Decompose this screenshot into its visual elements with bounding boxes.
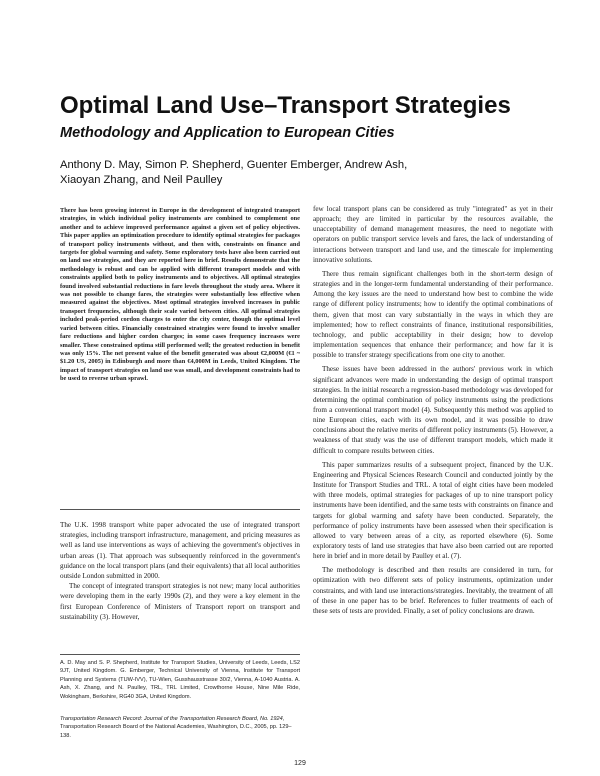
right-column-body: [313, 204, 553, 616]
journal-citation: [60, 715, 300, 740]
body-paragraph: The concept of integrated transport strategies is not new; many local authorities were developing them in the early 1990s (2), and they were a key element in the first European Conference of Ministers of Transport report on transport and sustainability (3). However,: [60, 582, 300, 621]
author-line-1: Anthony D. May, Simon P. Shepherd, Guenter Emberger, Andrew Ash,: [60, 159, 408, 171]
page-number: 129: [294, 760, 306, 767]
author-list: [60, 158, 560, 187]
author-affiliations: A. D. May and S. P. Shepherd, Institute for Transport Studies, University of Leeds, Leeds, LS2 9JT, United Kingdom. G. Emberger, Technical University of Vienna, Institute for Transport Planning and Systems (TUW-IVV), TU-Wien, Gusshausstrasse 30/2, Vienna, A-1040 Austria. A. Ash, X. Zhang, and N. Paulley, TRL, TRL Limited, Crowthorne House, Nine Mile Ride, Wokingham, Berkshire, RG40 3GA, United Kingdom.: [60, 660, 300, 700]
body-paragraph: There thus remain significant challenges both in the short-term design of strategies and in the longer-term fundamental understanding of their performance. Among the key issues are the need to understand how best to combine the wide range of different policy instruments; how to identify the optimal combinations of them, given that most can vary substantially in the ways in which they are implemented; how to reflect constraints of finance, institutional responsibilities, technology, and public acceptability in their design; how to develop implementation sequences that enhance their performance; and how far it is possible to transfer strategy specifications from one city to another.: [313, 269, 553, 360]
paper-subtitle: Methodology and Application to European Cities: [60, 125, 395, 141]
body-paragraph: The U.K. 1998 transport white paper advocated the use of integrated transport strategies, including transport infrastructure, management, and pricing measures as well as land use interventions as ways of achieving the government's objectives in urban areas (1). That approach was subsequently reinforced in the government's guidance on the local transport plans (and their equivalents) that all local authorities outside London submitted in 2000.: [60, 521, 300, 581]
footnote-divider: [60, 654, 300, 655]
paper-title: Optimal Land Use–Transport Strategies: [60, 92, 511, 119]
journal-name: Transportation Research Record: Journal of the Transportation Research Board, No. 1924,: [60, 716, 285, 722]
body-paragraph: This paper summarizes results of a subsequent project, financed by the U.K. Engineering and Physical Sciences Research Council and conducted jointly by the Institute for Transport Studies and TRL. A total of eight cities have been modeled with three models, optimal strategies for packages of up to nine transport policy instruments have been identified, and the same tests with constraints on finance and targets for global warming and safety have been conducted. Separately, the performance of policy instruments have been assessed when their specification is allowed to vary between areas of a city, as reported elsewhere (6). Some exploratory tests of land use strategies that have also been carried out are reported here in brief and in more detail by Paulley et al. (7).: [313, 460, 553, 561]
citation-details: Transportation Research Board of the National Academies, Washington, D.C., 2005, pp. 129–138.: [60, 724, 292, 739]
body-paragraph: few local transport plans can be considered as truly "integrated" as yet in their approach; they are limited in particular by the resources available, the unacceptability of demand management measures, the need to negotiate with operators on public transport service levels and fares, the lack of understanding of interactions between transport and land use, and the timescale for implementing innovative solutions.: [313, 205, 553, 264]
abstract: There has been growing interest in Europe in the development of integrated transport strategies, in which individual policy instruments are combined to complement one another and to achieve improved performance against a given set of policy objectives. This paper applies an optimization procedure to identify optimal strategies for packages of transport policy instruments without, and then with, constraints on finance and targets for global warming and safety. Some exploratory tests have also been carried out on land use strategies, and they are reported here in brief. Results demonstrate that the methodology is robust and can be applied with different transport models and with constraints applied both to policy instruments and to objectives. All optimal strategies found involved substantial reductions in fare levels throughout the study area. Where it was not possible to change fares, the strategies were substantially less effective when measured against the objectives. Most optimal strategies involved increases in public transport frequencies, although their scale varied between cities. All optimal strategies included peak-period cordon charges to enter the city center, though the optimal level varied between cities. Financially constrained strategies were found to involve smaller fare reductions and higher cordon charges; in some cases frequency increases were smaller. These constrained optima still performed well; the greatest reduction in benefit was only 15%. The net present value of the benefit generated was about €2,000M (€1 ~ $1.20 US, 2005) in Edinburgh and more than €4,000M in Leeds, United Kingdom. The impact of transport strategies on land use was small, and development constraints had to be used to reverse urban sprawl.: [60, 207, 301, 383]
left-column-body: [60, 520, 300, 622]
author-line-2: Xiaoyan Zhang, and Neil Paulley: [60, 173, 223, 186]
abstract-divider: [60, 509, 300, 510]
body-paragraph: These issues have been addressed in the authors' previous work in which significant advances were made in understanding the design of optimal transport strategies. In the initial research a regression-based methodology was developed for determining the optimal combination of policy instruments using the predictions from a conventional transport model (4). Subsequently this method was applied to nine European cities, each with its own model, and it was possible to draw conclusions about the relative merits of different policy instruments (5). However, a weakness of that study was the use of different transport models, which made it difficult to compare results between cities.: [313, 365, 553, 455]
body-paragraph: The methodology is described and then results are considered in turn, for optimization with two different sets of policy instruments, optimization under constraints, and with land use interactions/strategies. Inevitably, the treatment of all of these in one paper has to be brief. References to fuller treatments of each of these sets of tests are provided. Finally, a set of policy conclusions are drawn.: [313, 566, 553, 615]
